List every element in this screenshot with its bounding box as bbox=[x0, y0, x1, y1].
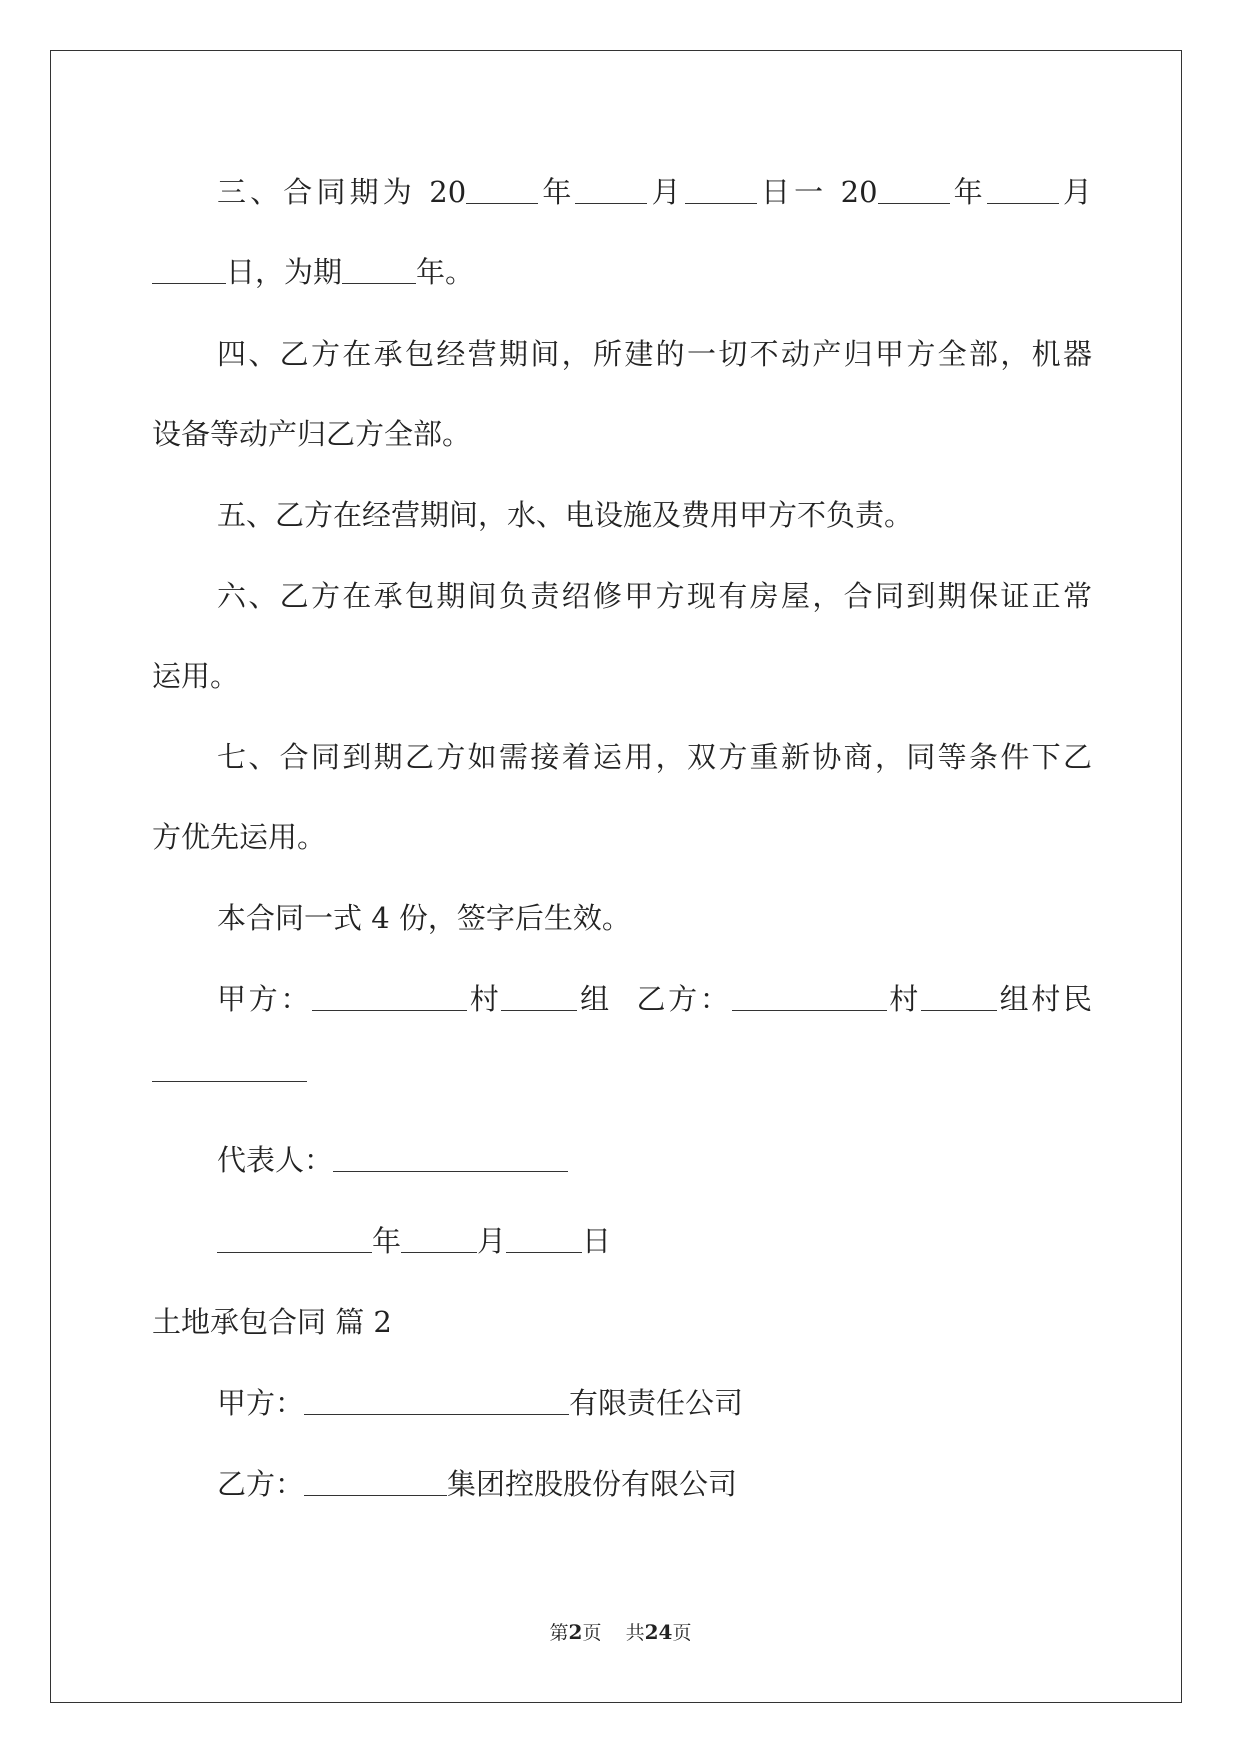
parties-signature-line: 甲方： 村 组 乙方： 村 组村民 bbox=[217, 982, 1092, 1016]
clause-3-line-1: 三、合同期为 20 年 月 日一 20 年 月 bbox=[217, 175, 1092, 209]
clause-4-line-1: 四、乙方在承包经营期间，所建的一切不动产归甲方全部，机器 bbox=[217, 337, 1092, 371]
clause-4-line-2: 设备等动产归乙方全部。 bbox=[152, 417, 472, 451]
clause-3-line-2: 日，为期 年。 bbox=[152, 252, 1092, 292]
clause-6-line-2: 运用。 bbox=[152, 659, 240, 693]
section-heading: 土地承包合同 篇 2 bbox=[152, 1305, 392, 1339]
representative-line: 代表人： bbox=[217, 1140, 1157, 1180]
copies-clause: 本合同一式 4 份，签字后生效。 bbox=[217, 901, 631, 935]
clause-7-line-1: 七、合同到期乙方如需接着运用，双方重新协商，同等条件下乙 bbox=[217, 740, 1092, 774]
date-line: 年 月 日 bbox=[217, 1221, 1157, 1261]
section2-party-b: 乙方： 集团控股股份有限公司 bbox=[217, 1467, 738, 1501]
section2-party-a: 甲方： 有限责任公司 bbox=[217, 1386, 744, 1420]
page-border bbox=[50, 50, 1182, 1703]
villager-name-blank bbox=[152, 1050, 1092, 1090]
clause-6-line-1: 六、乙方在承包期间负责绍修甲方现有房屋，合同到期保证正常 bbox=[217, 579, 1092, 613]
clause-7-line-2: 方优先运用。 bbox=[152, 820, 327, 854]
page-footer: 第2页 共24页 bbox=[549, 1620, 692, 1644]
clause-5: 五、乙方在经营期间，水、电设施及费用甲方不负责。 bbox=[217, 498, 914, 532]
